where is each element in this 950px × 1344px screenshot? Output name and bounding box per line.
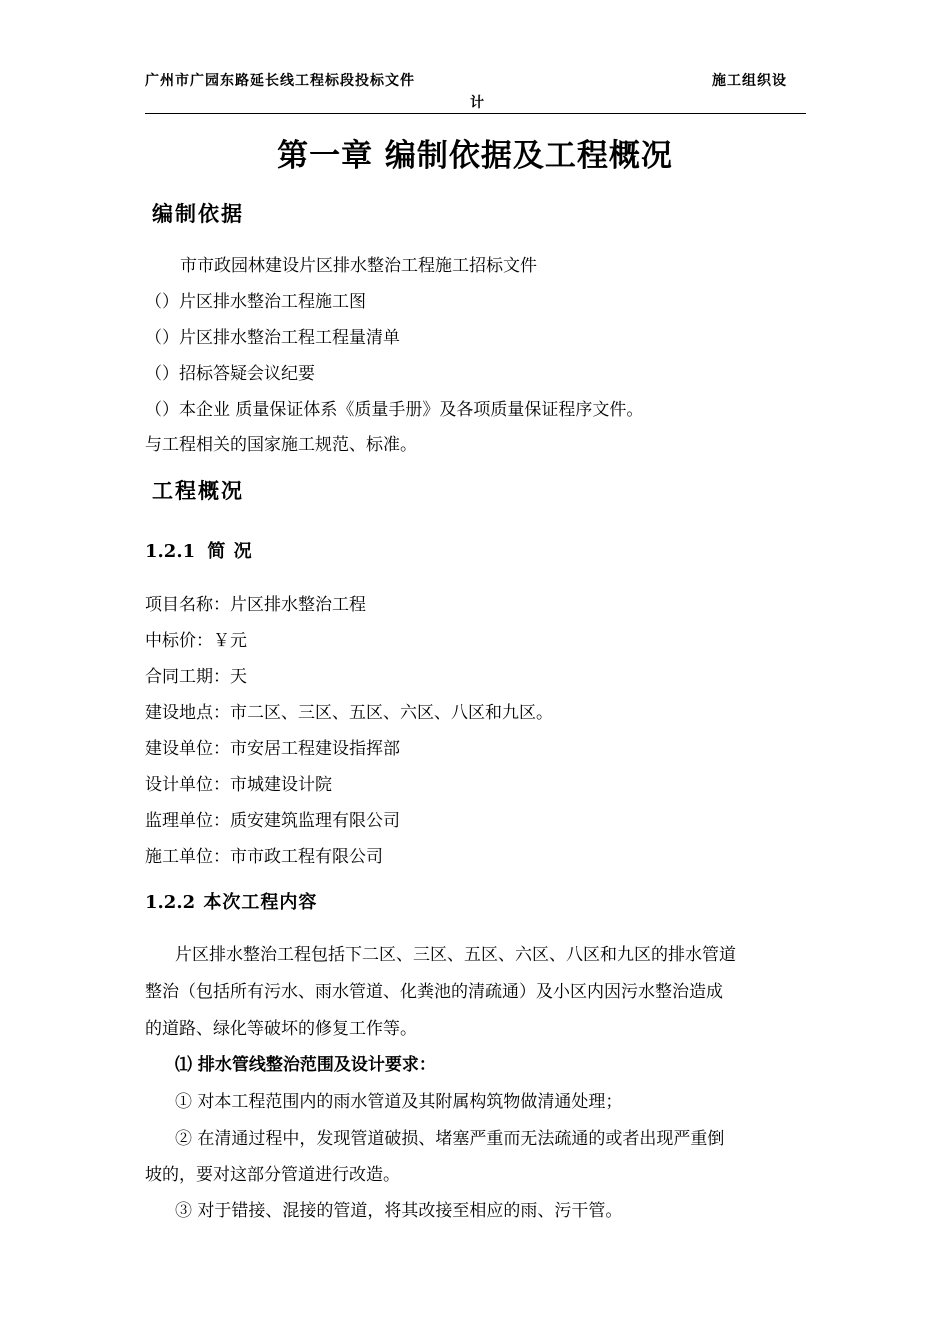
brief-row: 建设单位：市安居工程建设指挥部	[145, 739, 400, 759]
scope-paragraph-line: 整治（包括所有污水、雨水管道、化粪池的清疏通）及小区内因污水整治造成	[145, 982, 723, 1002]
brief-row: 合同工期：天	[145, 667, 247, 687]
basis-item: （）片区排水整治工程施工图	[145, 292, 366, 312]
subsection-title-brief	[145, 537, 253, 563]
subsection-label: 简 况	[207, 541, 253, 562]
requirement-line: ② 在清通过程中，发现管道破损、堵塞严重而无法疏通的或者出现严重倒	[175, 1129, 725, 1149]
brief-row: 监理单位：质安建筑监理有限公司	[145, 811, 400, 831]
subsection-title-scope	[145, 888, 317, 914]
brief-row: 中标价：￥元	[145, 631, 247, 651]
basis-item: （）本企业 质量保证体系《质量手册》及各项质量保证程序文件。	[145, 400, 644, 420]
header-left-title: 广州市广园东路延长线工程标段投标文件	[145, 73, 415, 89]
section-title-overview: 工程概况	[152, 479, 244, 503]
chapter-title: 第一章 编制依据及工程概况	[277, 138, 673, 174]
brief-row: 施工单位：市市政工程有限公司	[145, 847, 383, 867]
section-title-basis: 编制依据	[152, 202, 244, 226]
header-wrap-text: 计	[470, 95, 484, 111]
brief-row: 设计单位：市城建设计院	[145, 775, 332, 795]
header-rule	[145, 113, 806, 114]
basis-item: （）招标答疑会议纪要	[145, 364, 315, 384]
subsection-number: 1.2.2	[145, 892, 196, 913]
subsection-number: 1.2.1	[145, 541, 196, 562]
header-right-title: 施工组织设	[712, 73, 787, 89]
scope-paragraph-line: 片区排水整治工程包括下二区、三区、五区、六区、八区和九区的排水管道	[175, 945, 736, 965]
subsection-label: 本次工程内容	[203, 892, 318, 913]
basis-item: （）片区排水整治工程工程量清单	[145, 328, 400, 348]
scope-paragraph-line: 的道路、绿化等破坏的修复工作等。	[145, 1019, 417, 1039]
brief-row: 项目名称：片区排水整治工程	[145, 595, 366, 615]
requirement-line: ③ 对于错接、混接的管道，将其改接至相应的雨、污干管。	[175, 1201, 623, 1221]
brief-row: 建设地点：市二区、三区、五区、六区、八区和九区。	[145, 703, 553, 723]
basis-item: 市市政园林建设片区排水整治工程施工招标文件	[180, 256, 537, 276]
requirement-line: ① 对本工程范围内的雨水管道及其附属构筑物做清通处理；	[175, 1092, 623, 1112]
basis-item: 与工程相关的国家施工规范、标准。	[145, 435, 417, 455]
requirement-line: 坡的，要对这部分管道进行改造。	[145, 1165, 400, 1185]
requirements-title: ⑴ 排水管线整治范围及设计要求：	[175, 1055, 436, 1075]
